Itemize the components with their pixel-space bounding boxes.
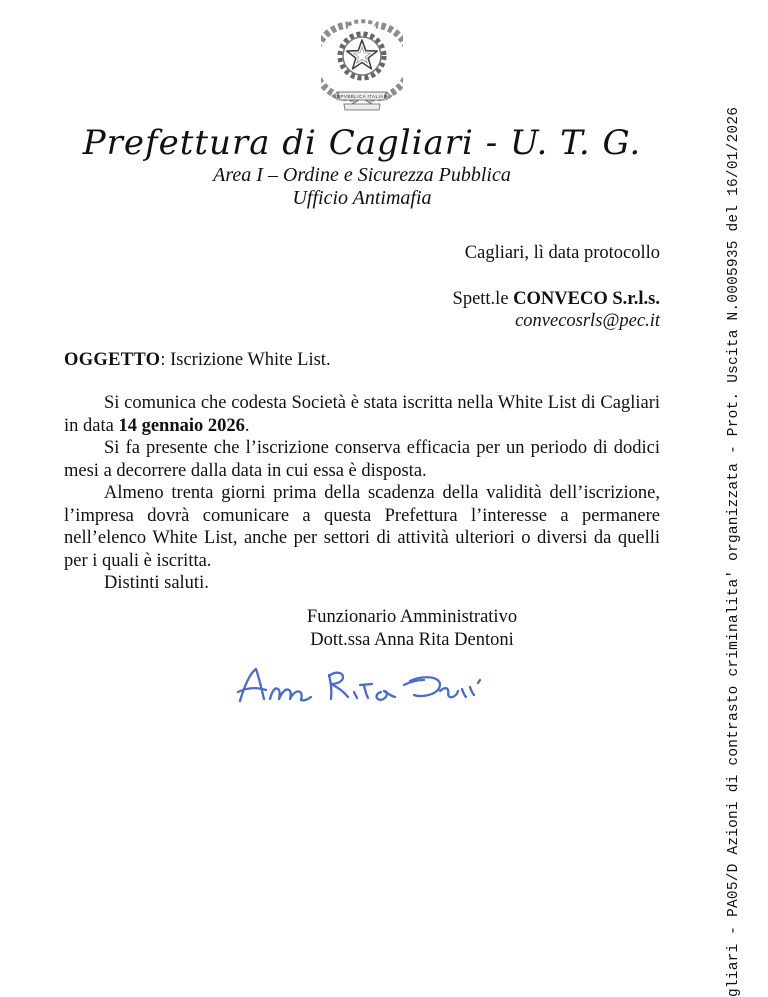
paragraph-text: Si comunica che codesta Società è stata iscritta nella White List di Cagliari in data bbox=[64, 393, 660, 436]
subject-text: Iscrizione White List. bbox=[170, 350, 331, 370]
paragraph-iscrizione bbox=[64, 392, 660, 437]
prefettura-title: Prefettura di Cagliari - U. T. G. bbox=[82, 123, 642, 163]
ufficio-subtitle: Ufficio Antimafia bbox=[292, 187, 432, 210]
dateline: Cagliari, lì data protocollo bbox=[464, 243, 660, 263]
registration-date: 14 gennaio 2026 bbox=[118, 415, 245, 436]
subject-line bbox=[64, 350, 660, 371]
letterhead bbox=[64, 12, 660, 211]
closing-salutation: Distinti saluti. bbox=[104, 573, 209, 593]
addressee-salutation: Spett.le bbox=[452, 289, 514, 309]
addressee-block bbox=[64, 288, 668, 332]
addressee-line bbox=[64, 288, 660, 310]
emblem-ribbon-text: REPVBBLICA ITALIANA bbox=[333, 94, 391, 99]
signer-name: Dott.ssa Anna Rita Dentoni bbox=[310, 629, 514, 650]
paragraph-text: . bbox=[244, 415, 250, 436]
paragraph-efficacia: Si fa presente che l’iscrizione conserva efficacia per un periodo di dodici mesi a decorrere dalla data in cui essa è disposta. bbox=[64, 438, 660, 481]
area-subtitle: Area I – Ordine e Sicurezza Pubblica bbox=[213, 163, 511, 186]
addressee-email: convecosrls@pec.it bbox=[515, 311, 660, 332]
italian-republic-emblem-icon bbox=[321, 12, 403, 117]
signature-block bbox=[64, 606, 660, 719]
addressee-company: CONVECO S.r.l.s. bbox=[513, 289, 660, 309]
letter-body bbox=[64, 392, 660, 595]
handwritten-signature-icon bbox=[234, 659, 660, 719]
signer-role: Funzionario Amministrativo bbox=[306, 607, 518, 627]
subject-separator: : bbox=[160, 350, 171, 370]
paragraph-scadenza: Almeno trenta giorni prima della scadenza della validità dell’iscrizione, l’impresa dovrà comunicare a questa Prefettura l’interesse a permanere nell’elenco White List, anche per settori di attività ulteriori o diversi da quelli per i quali è iscritta. bbox=[64, 483, 660, 571]
subject-label: OGGETTO bbox=[64, 350, 161, 370]
protocol-vertical-text: gliari - PA05/D Azioni di contrasto criminalita' organizzata - Prot. Uscita N.0005935 del 16/01/2026 bbox=[726, 106, 742, 997]
